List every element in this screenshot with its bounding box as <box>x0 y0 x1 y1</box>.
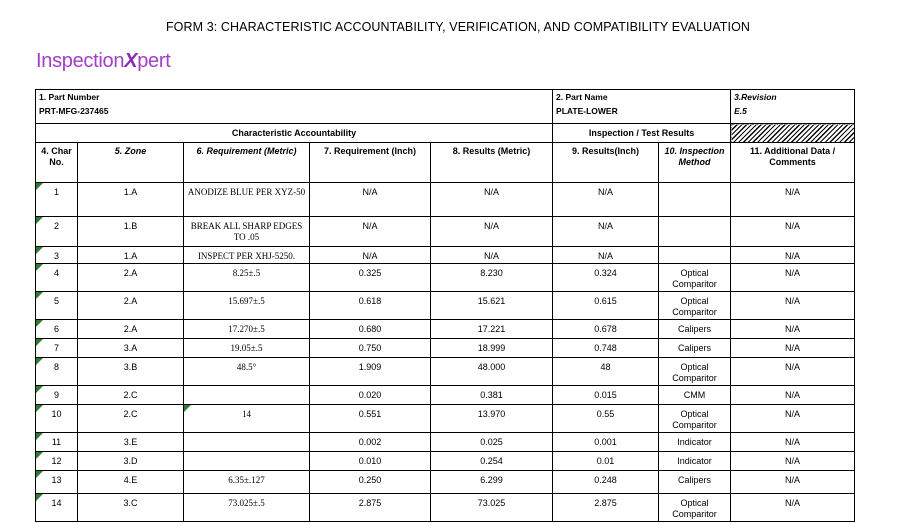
cell-method: CMM <box>659 386 731 405</box>
col-res-metric: 8. Results (Metric) <box>431 143 553 183</box>
cell-res-inch: 0.01 <box>553 452 659 471</box>
table-row <box>36 339 855 358</box>
cell-req-metric <box>184 386 310 405</box>
table-row <box>36 358 855 386</box>
cell-comments: N/A <box>731 358 855 386</box>
cell-zone: 3.E <box>78 433 184 452</box>
cell-comments: N/A <box>731 386 855 405</box>
cell-method: Calipers <box>659 339 731 358</box>
cell-char-no: 3 <box>36 247 78 264</box>
cell-req-metric: 8.25±.5 <box>184 264 310 292</box>
section-accountability: Characteristic Accountability <box>36 124 553 143</box>
part-number-label: 1. Part Number <box>39 92 100 102</box>
cell-res-inch: N/A <box>553 247 659 264</box>
cell-req-inch: 0.020 <box>310 386 431 405</box>
cell-res-inch: 0.748 <box>553 339 659 358</box>
cell-char-no: 14 <box>36 494 78 522</box>
cell-res-metric: N/A <box>431 183 553 217</box>
cell-zone: 3.B <box>78 358 184 386</box>
col-req-metric: 6. Requirement (Metric) <box>184 143 310 183</box>
table-row <box>36 247 855 264</box>
part-name-label: 2. Part Name <box>556 92 608 102</box>
cell-comments: N/A <box>731 433 855 452</box>
col-req-inch: 7. Requirement (Inch) <box>310 143 431 183</box>
cell-res-inch: 0.015 <box>553 386 659 405</box>
cell-comments: N/A <box>731 452 855 471</box>
cell-comments: N/A <box>731 471 855 494</box>
cell-res-metric: N/A <box>431 217 553 247</box>
cell-res-inch: N/A <box>553 217 659 247</box>
cell-res-inch: 0.615 <box>553 292 659 320</box>
cell-res-metric: 73.025 <box>431 494 553 522</box>
cell-method: Optical Comparitor <box>659 405 731 433</box>
cell-method: Optical Comparitor <box>659 264 731 292</box>
cell-res-inch: 0.678 <box>553 320 659 339</box>
cell-char-no: 2 <box>36 217 78 247</box>
cell-req-inch: 2.875 <box>310 494 431 522</box>
cell-req-metric: 73.025±.5 <box>184 494 310 522</box>
cell-zone: 2.A <box>78 264 184 292</box>
cell-zone: 4.E <box>78 471 184 494</box>
cell-method: Optical Comparitor <box>659 292 731 320</box>
cell-zone: 2.C <box>78 405 184 433</box>
cell-res-metric: 15.621 <box>431 292 553 320</box>
cell-char-no: 13 <box>36 471 78 494</box>
header-row <box>36 90 855 124</box>
cell-res-metric: 48.000 <box>431 358 553 386</box>
part-name-value: PLATE-LOWER <box>556 106 618 116</box>
table-row <box>36 433 855 452</box>
cell-res-inch: 0.248 <box>553 471 659 494</box>
cell-req-inch: 0.010 <box>310 452 431 471</box>
cell-method: Indicator <box>659 433 731 452</box>
cell-res-metric: 0.381 <box>431 386 553 405</box>
cell-method: Indicator <box>659 452 731 471</box>
cell-res-metric: N/A <box>431 247 553 264</box>
cell-res-inch: 0.001 <box>553 433 659 452</box>
cell-char-no: 6 <box>36 320 78 339</box>
cell-comments: N/A <box>731 320 855 339</box>
cell-zone: 3.A <box>78 339 184 358</box>
cell-req-metric: 19.05±.5 <box>184 339 310 358</box>
revision-cell <box>731 90 855 124</box>
cell-method <box>659 183 731 217</box>
logo-text-right: pert <box>137 50 171 72</box>
table-row <box>36 292 855 320</box>
cell-res-metric: 13.970 <box>431 405 553 433</box>
col-res-inch: 9. Results(Inch) <box>553 143 659 183</box>
cell-res-inch: 2.875 <box>553 494 659 522</box>
cell-req-metric <box>184 433 310 452</box>
cell-req-inch: 0.002 <box>310 433 431 452</box>
cell-zone: 1.A <box>78 183 184 217</box>
cell-res-metric: 0.254 <box>431 452 553 471</box>
cell-req-inch: 1.909 <box>310 358 431 386</box>
cell-req-inch: 0.750 <box>310 339 431 358</box>
cell-char-no: 8 <box>36 358 78 386</box>
cell-comments: N/A <box>731 292 855 320</box>
cell-method: Calipers <box>659 471 731 494</box>
cell-res-inch: 0.55 <box>553 405 659 433</box>
hatched-cell <box>731 124 855 143</box>
cell-res-metric: 18.999 <box>431 339 553 358</box>
cell-zone: 1.A <box>78 247 184 264</box>
col-char-no: 4. Char No. <box>36 143 78 183</box>
cell-method <box>659 217 731 247</box>
cell-zone: 1.B <box>78 217 184 247</box>
cell-comments: N/A <box>731 494 855 522</box>
table-row <box>36 217 855 247</box>
cell-zone: 3.D <box>78 452 184 471</box>
cell-method <box>659 247 731 264</box>
table-row <box>36 471 855 494</box>
cell-char-no: 7 <box>36 339 78 358</box>
part-number-cell <box>36 90 553 124</box>
cell-req-metric: ANODIZE BLUE PER XYZ-50 <box>184 183 310 217</box>
section-row <box>36 124 855 143</box>
part-number-value: PRT-MFG-237465 <box>39 106 109 116</box>
cell-char-no: 12 <box>36 452 78 471</box>
cell-zone: 2.A <box>78 320 184 339</box>
table-row <box>36 183 855 217</box>
table-row <box>36 320 855 339</box>
cell-res-metric: 0.025 <box>431 433 553 452</box>
logo-text-left: Inspection <box>36 50 125 72</box>
cell-comments: N/A <box>731 405 855 433</box>
cell-req-inch: 0.250 <box>310 471 431 494</box>
col-zone: 5. Zone <box>78 143 184 183</box>
table-row <box>36 405 855 433</box>
cell-char-no: 10 <box>36 405 78 433</box>
cell-comments: N/A <box>731 339 855 358</box>
cell-req-inch: 0.618 <box>310 292 431 320</box>
cell-req-metric: INSPECT PER XHJ-5250. <box>184 247 310 264</box>
cell-res-inch: N/A <box>553 183 659 217</box>
cell-req-metric: 48.5° <box>184 358 310 386</box>
cell-req-metric: 15.697±.5 <box>184 292 310 320</box>
revision-label: 3.Revision <box>734 92 777 102</box>
cell-req-inch: N/A <box>310 247 431 264</box>
cell-req-inch: N/A <box>310 217 431 247</box>
cell-req-inch: 0.551 <box>310 405 431 433</box>
cell-res-inch: 48 <box>553 358 659 386</box>
cell-req-metric: 17.270±.5 <box>184 320 310 339</box>
cell-req-metric: 6.35±.127 <box>184 471 310 494</box>
cell-method: Optical Comparitor <box>659 358 731 386</box>
cell-res-metric: 17.221 <box>431 320 553 339</box>
cell-comments: N/A <box>731 217 855 247</box>
cell-method: Calipers <box>659 320 731 339</box>
column-header-row <box>36 143 855 183</box>
form-table <box>35 89 855 522</box>
cell-zone: 2.C <box>78 386 184 405</box>
form-title: FORM 3: CHARACTERISTIC ACCOUNTABILITY, VERIFICATION, AND COMPATIBILITY EVALUATION <box>165 20 751 34</box>
cell-char-no: 5 <box>36 292 78 320</box>
cell-method: Optical Comparitor <box>659 494 731 522</box>
table-row <box>36 386 855 405</box>
cell-req-inch: 0.680 <box>310 320 431 339</box>
part-name-cell <box>553 90 731 124</box>
cell-req-inch: N/A <box>310 183 431 217</box>
cell-zone: 2.A <box>78 292 184 320</box>
revision-value: E.5 <box>734 106 747 116</box>
cell-res-inch: 0.324 <box>553 264 659 292</box>
cell-req-metric <box>184 452 310 471</box>
cell-char-no: 4 <box>36 264 78 292</box>
inspectionxpert-logo <box>36 50 171 73</box>
cell-char-no: 11 <box>36 433 78 452</box>
table-row <box>36 452 855 471</box>
cell-req-metric: 14 <box>184 405 310 433</box>
cell-res-metric: 6.299 <box>431 471 553 494</box>
cell-char-no: 1 <box>36 183 78 217</box>
cell-req-metric: BREAK ALL SHARP EDGES TO .05 <box>184 217 310 247</box>
logo-x: X <box>124 50 138 72</box>
section-results: Inspection / Test Results <box>553 124 731 143</box>
cell-comments: N/A <box>731 247 855 264</box>
col-comments: 11. Additional Data / Comments <box>731 143 855 183</box>
cell-comments: N/A <box>731 264 855 292</box>
col-method: 10. Inspection Method <box>659 143 731 183</box>
cell-char-no: 9 <box>36 386 78 405</box>
cell-zone: 3.C <box>78 494 184 522</box>
table-row <box>36 264 855 292</box>
cell-res-metric: 8.230 <box>431 264 553 292</box>
cell-req-inch: 0.325 <box>310 264 431 292</box>
cell-comments: N/A <box>731 183 855 217</box>
table-row <box>36 494 855 522</box>
